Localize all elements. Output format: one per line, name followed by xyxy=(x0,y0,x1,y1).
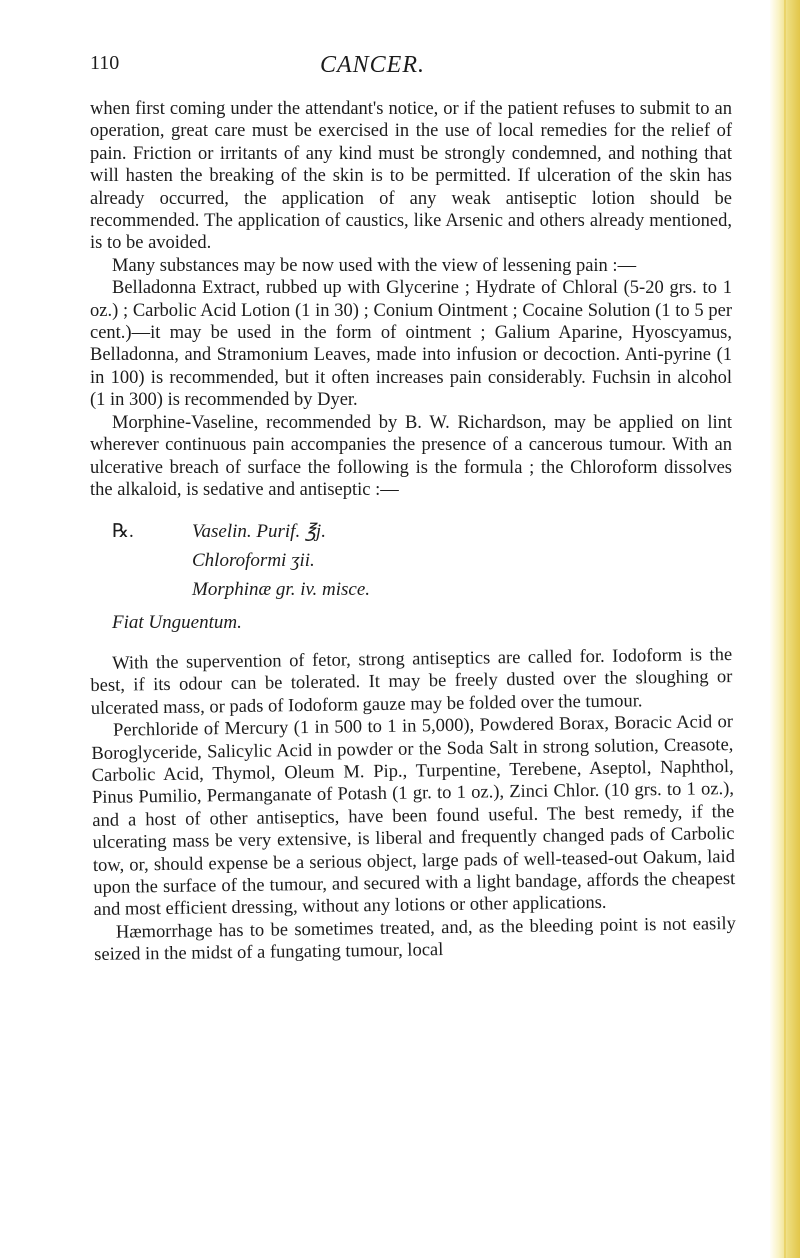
page-header xyxy=(0,52,770,92)
formula-line-vaselin: Vaselin. Purif. ℥j. xyxy=(192,521,326,543)
paragraph-morphine-vaseline: Morphine-Vaseline, recommended by B. W. Richardson, may be applied on lint wherever continuous pain accompanies the presence of a cancerous tumour. With an ulcerative breach of surface the following is the formula ; the Chloroform dissolves the alkaloid, is sedative and antiseptic :— xyxy=(90,412,732,500)
formula-fiat: Fiat Unguentum. xyxy=(112,612,242,634)
skewed-text-block xyxy=(90,644,736,967)
page-edge xyxy=(770,0,800,1258)
formula-line-morphine: Morphinæ gr. iv. misce. xyxy=(192,579,371,601)
body-text xyxy=(90,98,736,966)
recipe-symbol: ℞. xyxy=(112,521,134,543)
paragraph-haemorrhage: Hæmorrhage has to be sometimes treated, and, as the bleeding point is not easily seized in the midst of a fungating tumour, local xyxy=(94,913,736,965)
running-head: CANCER. xyxy=(320,52,426,78)
paragraph-antiseptic-list: Perchloride of Mercury (1 in 500 to 1 in 5,000), Powdered Borax, Boracic Acid or Boroglyceride, Salicylic Acid in powder or the Soda Salt in strong solution, Creasote, Carbolic Acid, Thymol, Oleum M. Pip., Turpentine, Terebene, Aseptol, Naphthol, Pinus Pumilio, Permanganate of Potash (1 gr. to 1 oz.), Zinci Chlor. (10 grs. to 1 oz.), and a host of other antiseptics, have been found useful. The best remedy, if the ulcerating mass be very extensive, is liberal and frequently changed pads of Carbolic tow, or, should expense be a serious object, large pads of well-teased-out Oakum, laid upon the surface of the tumour, and secured with a light bandage, affords the cheapest and most efficient dressing, without any lotions or other applications. xyxy=(91,711,736,921)
paragraph-substances: Many substances may be now used with the view of lessening pain :— xyxy=(112,255,637,276)
paragraph-remedies-list: Belladonna Extract, rubbed up with Glycerine ; Hydrate of Chloral (5-20 grs. to 1 oz.) ; Carbolic Acid Lotion (1 in 30) ; Conium Ointment ; Cocaine Solution (1 to 5 per cent.)—it may be used in the form of ointment ; Galium Aparine, Hyoscyamus, Belladonna, and Stramonium Leaves, made into infusion or decoction. Anti-pyrine (1 in 100) is recommended, but it often increases pain considerably. Fuchsin in alcohol (1 in 300) is recommended by Dyer. xyxy=(90,278,732,411)
prescription-formula xyxy=(90,517,732,604)
formula-line-chloroform: Chloroformi ʒii. xyxy=(192,550,315,572)
paragraph-intro: when first coming under the attendant's notice, or if the patient refuses to submit to an operation, great care must be exercised in the use of local remedies for the relief of pain. Friction or irritants of any kind must be strongly condemned, and nothing that will hasten the breaking of the skin is to be permitted. If ulceration of the skin has already occurred, the application of any weak antiseptic lotion should be recommended. The application of caustics, like Arsenic and others already mentioned, is to be avoided. xyxy=(90,99,732,254)
page-number: 110 xyxy=(90,52,120,74)
paragraph-antiseptics: With the supervention of fetor, strong antiseptics are called for. Iodoform is the best, if its odour can be tolerated. It may be freely dusted over the sloughing or ulcerated mass, or pads of Iodoform gauze may be folded over the tumour. xyxy=(90,644,733,719)
